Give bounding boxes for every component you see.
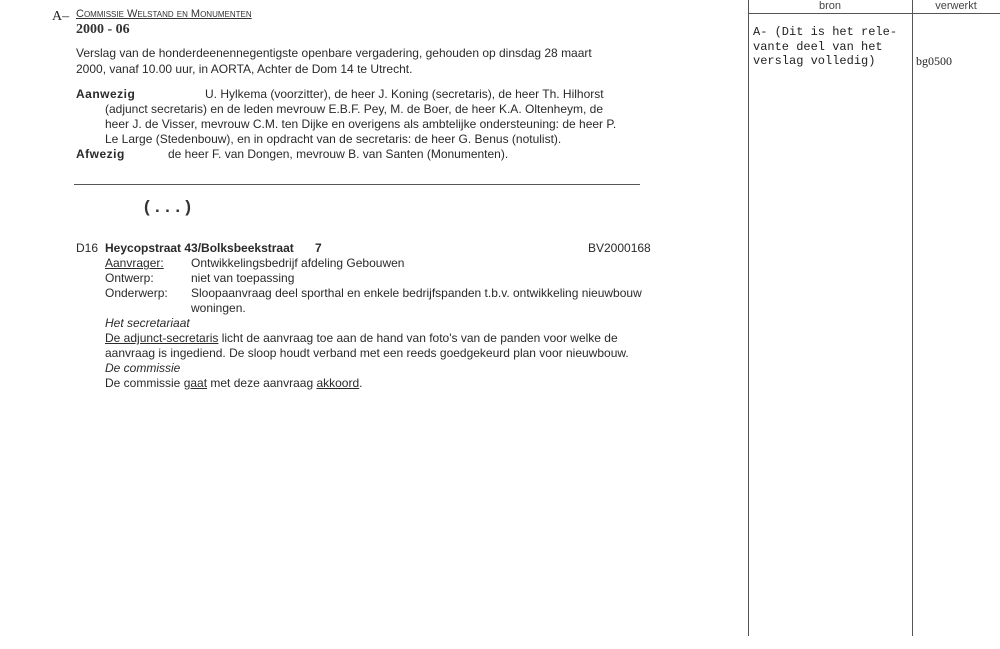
present-line-1: U. Hylkema (voorzitter), de heer J. Koning (secretaris), de heer Th. Hilhorst: [205, 87, 604, 101]
intro-line-1: Verslag van de honderdeenennegentigste openbare vergadering, gehouden op dinsdag 28 maart: [76, 46, 592, 60]
commission-text-3: .: [359, 376, 363, 390]
present-line-2: (adjunct secretaris) en de leden mevrouw E.B.F. Pey, M. de Boer, de heer K.A. Oltenheym, de: [105, 102, 604, 116]
item-address: Heycopstraat 43/Bolksbeekstraat: [105, 241, 294, 255]
margin-mark: A–: [52, 9, 70, 24]
present-line-3: heer J. de Visser, mevrouw C.M. ten Dijke en overigens als ambtelijke ondersteuning: de heer P.: [105, 117, 617, 131]
secretariat-subject: De adjunct-secretaris: [105, 331, 219, 345]
verwerkt-header: verwerkt: [935, 0, 977, 12]
bron-column-left-border: [748, 0, 749, 636]
commission-decision: [105, 376, 363, 391]
commission-text-1: De commissie: [105, 376, 184, 390]
commission-verb: gaat: [183, 376, 208, 390]
secretariat-line-1: [105, 331, 618, 346]
designer-label: Ontwerp:: [105, 271, 154, 285]
subject-line-2: woningen.: [191, 301, 246, 315]
absent-text: de heer F. van Dongen, mevrouw B. van Santen (Monumenten).: [168, 147, 509, 161]
organization-name: Commissie Welstand en Monumenten: [76, 8, 252, 20]
section-divider: [74, 184, 640, 185]
absent-label: Afwezig: [76, 147, 125, 161]
meeting-number: 2000 - 06: [76, 22, 130, 37]
bron-header: bron: [818, 0, 842, 12]
bron-note-line-2: vante deel van het: [753, 40, 883, 54]
item-code: D16: [76, 241, 99, 255]
item-house-number: 7: [315, 241, 322, 255]
present-label: Aanwezig: [76, 87, 136, 101]
intro-line-2: 2000, vanaf 10.00 uur, in AORTA, Achter de Dom 14 te Utrecht.: [76, 62, 413, 76]
bron-column-right-border: [912, 0, 913, 636]
verwerkt-code: bg0500: [916, 54, 952, 68]
omission-ellipsis: (...): [142, 199, 194, 218]
bron-note-line-1: A- (Dit is het rele-: [753, 25, 898, 39]
secretariat-text: licht de aanvraag toe aan de hand van foto's van de panden voor welke de: [218, 331, 618, 345]
designer-value: niet van toepassing: [191, 271, 295, 285]
commission-text-2: met deze aanvraag: [207, 376, 317, 390]
subject-label: Onderwerp:: [105, 286, 168, 300]
commission-verdict: akkoord: [316, 376, 360, 390]
column-header-rule: [748, 13, 1000, 14]
applicant-label: Aanvrager:: [105, 256, 164, 270]
present-line-4: Le Large (Stedenbouw), en in opdracht van de secretaris: de heer G. Benus (notulist).: [105, 132, 562, 146]
item-reference: BV2000168: [588, 241, 651, 255]
secretariat-line-2: aanvraag is ingediend. De sloop houdt verband met een reeds goedgekeurd plan voor nieuwbouw.: [105, 346, 629, 360]
subject-line-1: Sloopaanvraag deel sporthal en enkele bedrijfspanden t.b.v. ontwikkeling nieuwbouw: [191, 286, 642, 300]
applicant-value: Ontwikkelingsbedrijf afdeling Gebouwen: [191, 256, 405, 270]
secretariat-heading: Het secretariaat: [105, 316, 190, 330]
bron-note-line-3: verslag volledig): [753, 54, 876, 68]
commission-heading: De commissie: [105, 361, 181, 375]
